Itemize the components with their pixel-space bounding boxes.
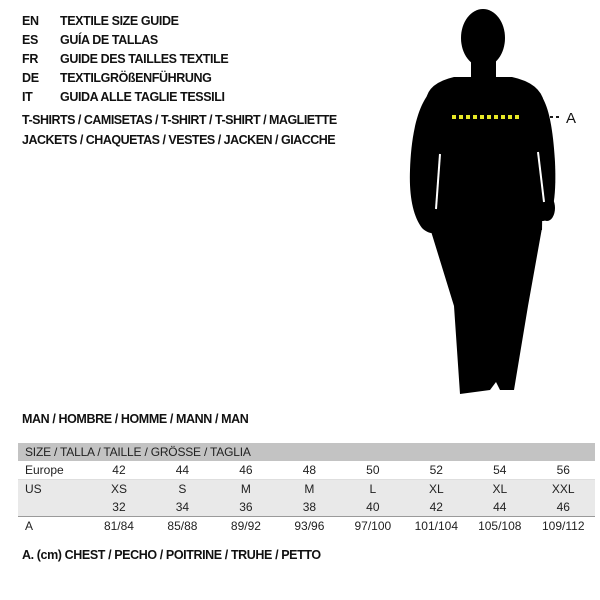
cell: 101/104 [405,517,468,536]
cell: 52 [405,461,468,480]
lang-row-it [22,88,228,107]
lang-row-fr [22,50,228,69]
cell: 44 [493,500,507,514]
cell: 105/108 [468,517,531,536]
cell: 40 [366,500,380,514]
cell: 109/112 [532,517,595,536]
legs-shape [430,228,542,394]
lang-row-en [22,12,228,31]
man-silhouette-figure [402,4,588,402]
lang-row-de [22,69,228,88]
cell: 81/84 [87,517,150,536]
section-title-man: MAN / HOMBRE / HOMME / MANN / MAN [22,412,249,426]
left-arm-shape [410,90,442,233]
cell: 89/92 [214,517,277,536]
cell: 36 [239,500,253,514]
size-table-header: SIZE / TALLA / TAILLE / GRÖSSE / TAGLIA [18,443,595,461]
lang-label: TEXTILE SIZE GUIDE [60,14,179,28]
category-jackets: JACKETS / CHAQUETAS / VESTES / JACKEN / GIACCHE [22,133,336,147]
row-label: A [18,517,87,536]
cell: 42 [429,500,443,514]
table-row-europe [18,461,595,480]
row-label: Europe [18,461,87,480]
lang-code: ES [22,33,39,47]
cell: XS [110,482,127,496]
lang-code: DE [22,71,39,85]
cell: XL [428,482,444,496]
cell: 54 [468,461,531,480]
right-hand-shape [539,195,555,221]
size-table [18,443,595,535]
cell: 85/88 [151,517,214,536]
cell: 56 [532,461,595,480]
cell: 44 [151,461,214,480]
cell: 46 [556,500,570,514]
cell: M [304,482,315,496]
cell: 97/100 [341,517,404,536]
garment-categories [22,110,337,150]
cell: 38 [302,500,317,514]
row-label: US [25,482,42,496]
cell: M [240,482,251,496]
lang-code: EN [22,14,39,28]
table-row-chest-cm [18,517,595,536]
cell: XXL [551,482,575,496]
size-table-container [18,443,595,535]
cell: S [178,482,187,496]
measure-label-a: A [566,110,577,127]
lang-code: IT [22,90,33,104]
torso-shape [426,77,544,230]
lang-label: GUÍA DE TALLAS [60,33,158,47]
category-tshirts: T-SHIRTS / CAMISETAS / T-SHIRT / T-SHIRT / MAGLIETTE [22,113,337,127]
lang-label: GUIDA ALLE TAGLIE TESSILI [60,90,225,104]
row-label [18,498,87,517]
language-legend [22,12,228,107]
lang-label: TEXTILGRÖßENFÜHRUNG [60,71,212,85]
lang-label: GUIDE DES TAILLES TEXTILE [60,52,229,66]
cell: 46 [214,461,277,480]
lang-row-es [22,31,228,50]
cell: 32 [112,500,126,514]
cell: 34 [175,500,190,514]
cell: L [369,482,377,496]
man-silhouette [402,4,588,402]
cell: 48 [278,461,341,480]
size-table-header-row [18,443,595,461]
cell: XL [492,482,508,496]
cell: 93/96 [278,517,341,536]
cell: 50 [341,461,404,480]
cell: 42 [87,461,150,480]
lang-code: FR [22,52,39,66]
table-row-us [18,480,595,499]
measurement-footnote: A. (cm) CHEST / PECHO / POITRINE / TRUHE / PETTO [22,548,321,562]
table-row-intl [18,498,595,517]
